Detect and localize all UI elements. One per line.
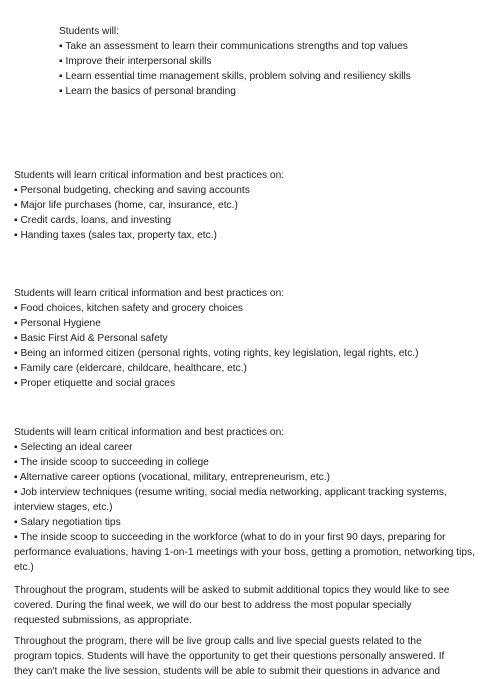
paragraph-line: program topics. Students will have the opportunity to get their questions personally answered. If bbox=[14, 651, 445, 662]
list-item: ▪ Take an assessment to learn their communications strengths and top values bbox=[59, 41, 408, 52]
list-item: ▪ Learn the basics of personal branding bbox=[59, 86, 236, 97]
list-item: ▪ Selecting an ideal career bbox=[14, 442, 133, 453]
list-item: ▪ Credit cards, loans, and investing bbox=[14, 215, 172, 226]
list-item: ▪ Major life purchases (home, car, insurance, etc.) bbox=[14, 200, 238, 211]
list-item: ▪ The inside scoop to succeeding in college bbox=[14, 457, 209, 468]
paragraph-live-sessions bbox=[14, 634, 486, 679]
list-item: ▪ Learn essential time management skills, problem solving and resiliency skills bbox=[59, 71, 411, 82]
paragraph-line: covered. During the final week, we will do our best to address the most popular specially bbox=[14, 600, 412, 611]
paragraph-topic-submissions bbox=[14, 583, 486, 628]
section-life-skills bbox=[14, 286, 486, 391]
section-finance bbox=[14, 168, 486, 243]
list-item: ▪ Proper etiquette and social graces bbox=[14, 378, 176, 389]
list-item: ▪ Personal budgeting, checking and saving accounts bbox=[14, 185, 250, 196]
list-item: ▪ Food choices, kitchen safety and grocery choices bbox=[14, 303, 243, 314]
list-item: ▪ Personal Hygiene bbox=[14, 318, 101, 329]
paragraph-line: they can't make the live session, students will be able to submit their questions in advance and bbox=[14, 666, 441, 677]
list-item: ▪ The inside scoop to succeeding in the workforce (what to do in your first 90 days, preparing for performance evaluations, having 1-on-1 meetings with your boss, getting a promotion, networking tips, etc.) bbox=[14, 532, 475, 573]
list-item: ▪ Family care (eldercare, childcare, healthcare, etc.) bbox=[14, 363, 247, 374]
paragraph-line: Throughout the program, students will be asked to submit additional topics they would like to see bbox=[14, 585, 450, 596]
list-item: ▪ Being an informed citizen (personal rights, voting rights, key legislation, legal rights, etc.) bbox=[14, 348, 419, 359]
section-intro: Students will learn critical information and best practices on: bbox=[14, 288, 285, 299]
list-item: ▪ Salary negotiation tips bbox=[14, 517, 121, 528]
list-item: ▪ Handing taxes (sales tax, property tax, etc.) bbox=[14, 230, 217, 241]
paragraph-line: Throughout the program, there will be live group calls and live special guests related to the bbox=[14, 636, 422, 647]
paragraph-line: requested submissions, as appropriate. bbox=[14, 615, 192, 626]
list-item: ▪ Alternative career options (vocational, military, entrepreneurism, etc.) bbox=[14, 472, 330, 483]
section-personal-skills bbox=[59, 24, 486, 99]
section-career bbox=[14, 425, 486, 575]
section-intro: Students will learn critical information and best practices on: bbox=[14, 427, 285, 438]
list-item: ▪ Basic First Aid & Personal safety bbox=[14, 333, 168, 344]
section-intro: Students will learn critical information and best practices on: bbox=[14, 170, 285, 181]
list-item: ▪ Improve their interpersonal skills bbox=[59, 56, 212, 67]
section-intro: Students will: bbox=[59, 26, 120, 37]
list-item: ▪ Job interview techniques (resume writing, social media networking, applicant tracking systems, interview stages, etc.) bbox=[14, 487, 447, 513]
